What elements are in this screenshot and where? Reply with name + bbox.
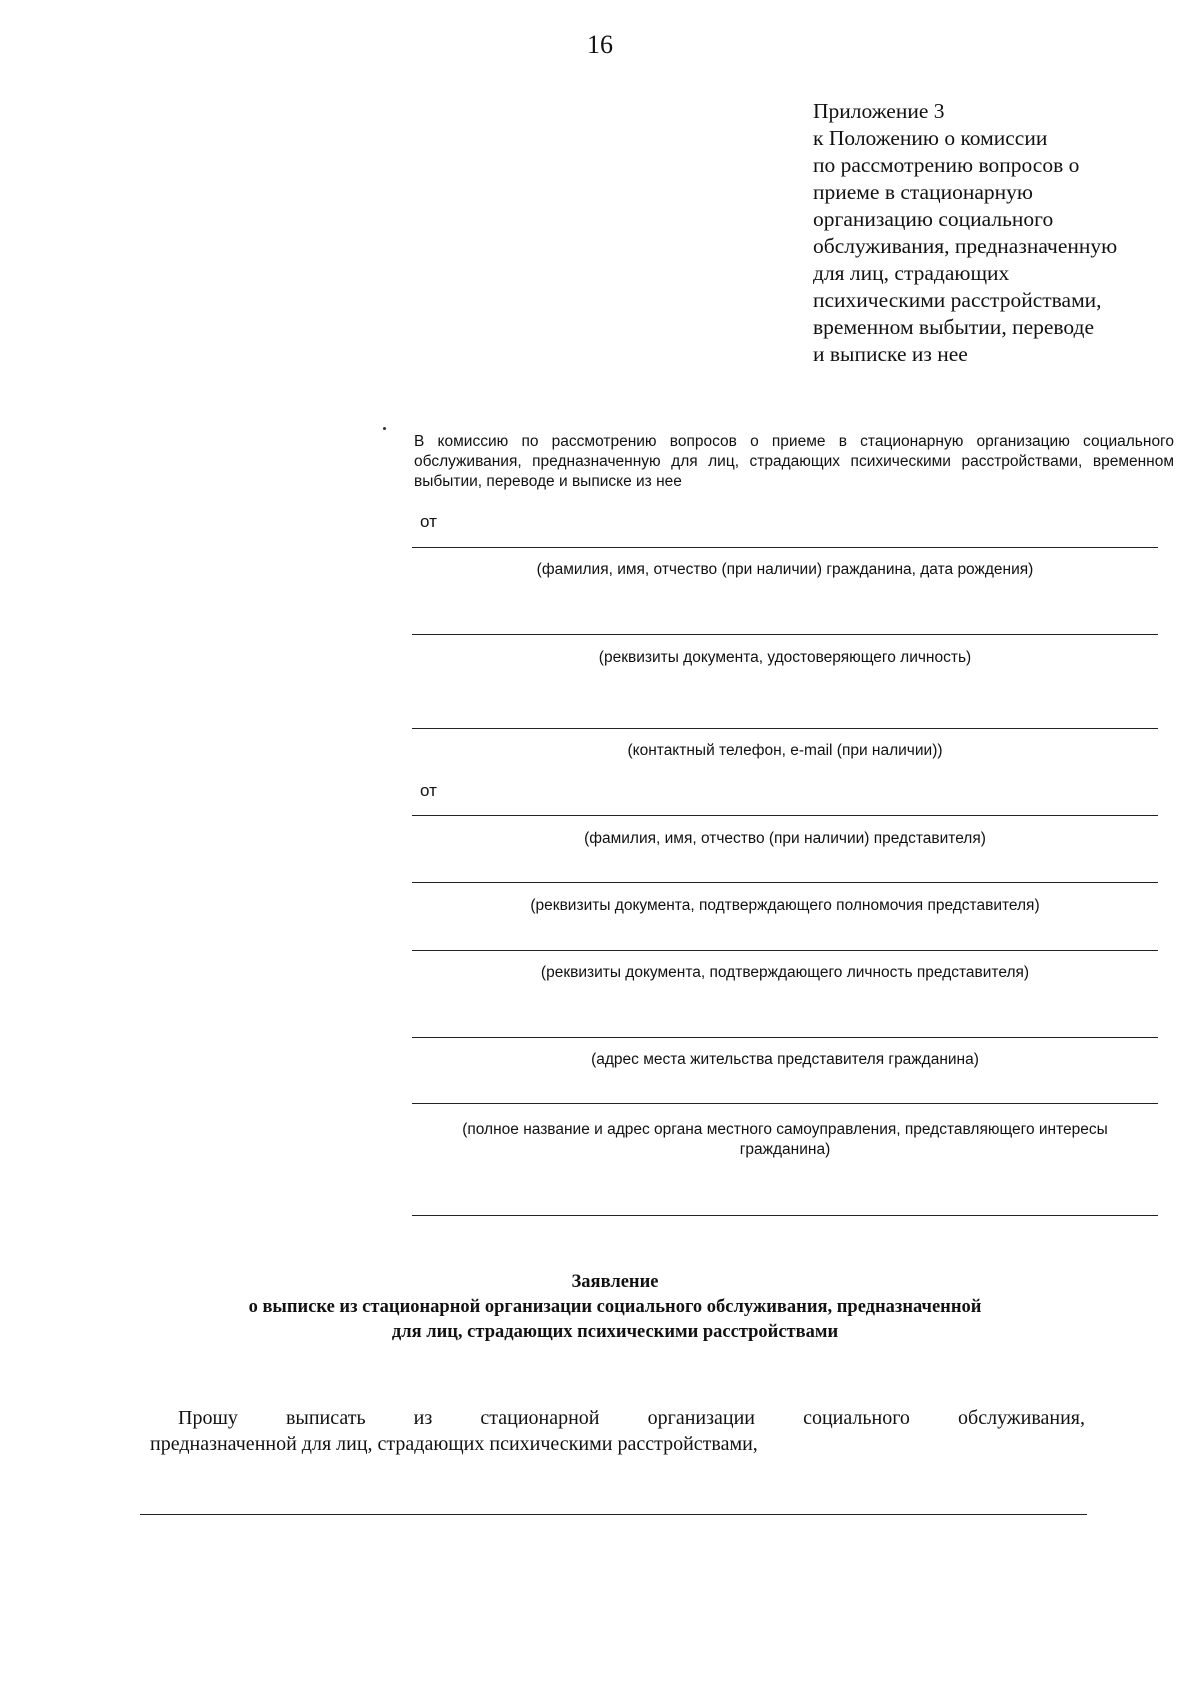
authority-document-field[interactable]	[412, 882, 1158, 883]
scan-speck	[383, 427, 386, 430]
representative-address-field[interactable]	[412, 1037, 1158, 1038]
statement-body	[150, 1405, 1085, 1457]
caption-authority-document: (реквизиты документа, подтверждающего полномочия представителя)	[530, 897, 1040, 914]
statement-body-line: Прошу выписать из стационарной организации социального обслуживания,	[178, 1407, 1085, 1429]
caption-representative-address: (адрес места жительства представителя гражданина)	[591, 1051, 979, 1068]
statement-title-block	[120, 1270, 1110, 1345]
caption-representative-identity: (реквизиты документа, подтверждающего личность представителя)	[540, 964, 1030, 981]
addressee-text: В комиссию по рассмотрению вопросов о приеме в стационарную организацию социального обслуживания, предназначенную для лиц, страдающих психическими расстройствами, временном выбытии, переводе и выписке из нее	[414, 433, 1174, 490]
from-label-representative: от	[420, 781, 437, 800]
appendix-line: приеме в стационарную	[813, 180, 1033, 204]
appendix-line: и выписке из нее	[813, 342, 968, 366]
caption-local-government: (полное название и адрес органа местного самоуправления, представляющего интересы гражданина)	[462, 1121, 1108, 1158]
caption-identity-document: (реквизиты документа, удостоверяющего личность)	[598, 649, 972, 666]
appendix-header	[813, 98, 1193, 368]
appendix-line: к Положению о комиссии	[813, 126, 1048, 150]
appendix-line: временном выбытии, переводе	[813, 315, 1095, 339]
caption-representative-name: (фамилия, имя, отчество (при наличии) представителя)	[584, 830, 986, 847]
caption-contacts: (контактный телефон, e-mail (при наличии))	[627, 742, 943, 759]
statement-subtitle-line: для лиц, страдающих психическими расстройствами	[391, 1322, 839, 1342]
citizen-name-field[interactable]	[412, 547, 1158, 548]
representative-identity-field[interactable]	[412, 950, 1158, 951]
extra-field[interactable]	[412, 1215, 1158, 1216]
appendix-line: Приложение 3	[813, 99, 945, 123]
page-number: 16	[587, 30, 613, 59]
statement-body-line: предназначенной для лиц, страдающих психическими расстройствами,	[150, 1433, 758, 1455]
from-label-citizen: от	[420, 512, 437, 531]
local-government-field[interactable]	[412, 1103, 1158, 1104]
identity-document-field[interactable]	[412, 634, 1158, 635]
statement-subtitle-line: о выписке из стационарной организации социального обслуживания, предназначенной	[248, 1297, 982, 1317]
appendix-line: по рассмотрению вопросов о	[813, 153, 1080, 177]
caption-citizen-name: (фамилия, имя, отчество (при наличии) гражданина, дата рождения)	[536, 561, 1034, 578]
appendix-line: психическими расстройствами,	[813, 288, 1102, 312]
appendix-line: для лиц, страдающих	[813, 261, 1010, 285]
body-fill-field[interactable]	[140, 1514, 1087, 1515]
appendix-line: организацию социального	[813, 207, 1054, 231]
appendix-line: обслуживания, предназначенную	[813, 234, 1118, 258]
contacts-field[interactable]	[412, 728, 1158, 729]
representative-name-field[interactable]	[412, 815, 1158, 816]
statement-title: Заявление	[571, 1272, 659, 1292]
